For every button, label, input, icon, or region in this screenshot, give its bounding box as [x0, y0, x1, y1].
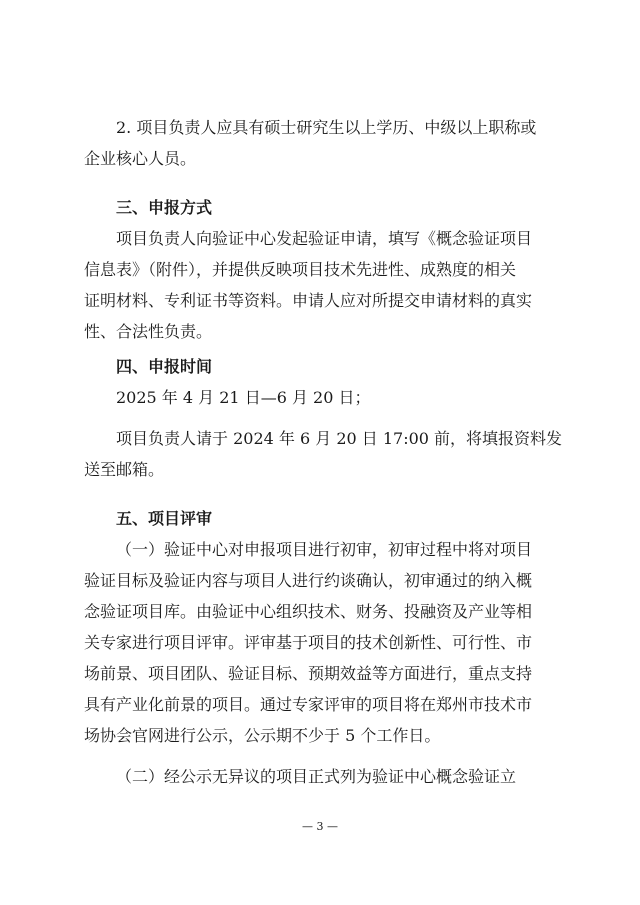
item-2-line-2: 企业核心人员。	[84, 149, 197, 168]
section-5-paragraph-1	[84, 534, 574, 751]
section-4-date-range	[84, 382, 574, 413]
section-5-p1-line: 场前景、项目团队、验证目标、预期效益等方面进行，重点支持	[84, 664, 533, 683]
section-5-p1-line: 关专家进行项目评审。评审基于项目的技术创新性、可行性、市	[84, 633, 533, 652]
page-number: — 3 —	[302, 820, 338, 833]
item-2-paragraph	[84, 112, 574, 174]
section-5-p1-line: （一）验证中心对申报项目进行初审，初审过程中将对项目	[116, 540, 533, 559]
section-3-line-2: 信息表》（附件），并提供反映项目技术先进性、成熟度的相关	[84, 260, 517, 279]
section-4-paragraph	[84, 423, 574, 485]
section-5-paragraph-2	[84, 761, 574, 792]
section-5-p1-line: 验证目标及验证内容与项目人进行约谈确认，初审通过的纳入概	[84, 571, 533, 590]
section-5-p1-line: 场协会官网进行公示，公示期不少于 5 个工作日。	[84, 726, 441, 745]
section-5-p1-line: 念验证项目库。由验证中心组织技术、财务、投融资及产业等相	[84, 602, 533, 621]
section-4-line-1: 项目负责人请于 2024 年 6 月 20 日 17:00 前，将填报资料发	[116, 429, 563, 448]
section-3-paragraph	[84, 223, 574, 347]
section-4-date-line: 2025 年 4 月 21 日—6 月 20 日；	[116, 388, 371, 407]
section-4-line-2: 送至邮箱。	[84, 460, 165, 479]
document-body	[84, 112, 574, 792]
section-3-heading: 三、申报方式	[116, 198, 213, 217]
section-3-line-3: 证明材料、专利证书等资料。申请人应对所提交申请材料的真实	[84, 291, 533, 310]
item-2-line-1: 2. 项目负责人应具有硕士研究生以上学历、中级以上职称或	[116, 118, 537, 137]
section-4-heading: 四、申报时间	[116, 357, 213, 376]
section-3-line-1: 项目负责人向验证中心发起验证申请，填写《概念验证项目	[116, 229, 533, 248]
section-3-line-4: 性、合法性负责。	[84, 322, 213, 341]
section-5-p2-line-1: （二）经公示无异议的项目正式列为验证中心概念验证立	[116, 767, 517, 786]
section-5-p1-line: 具有产业化前景的项目。通过专家评审的项目将在郑州市技术市	[84, 695, 533, 714]
section-5-heading: 五、项目评审	[116, 509, 213, 528]
